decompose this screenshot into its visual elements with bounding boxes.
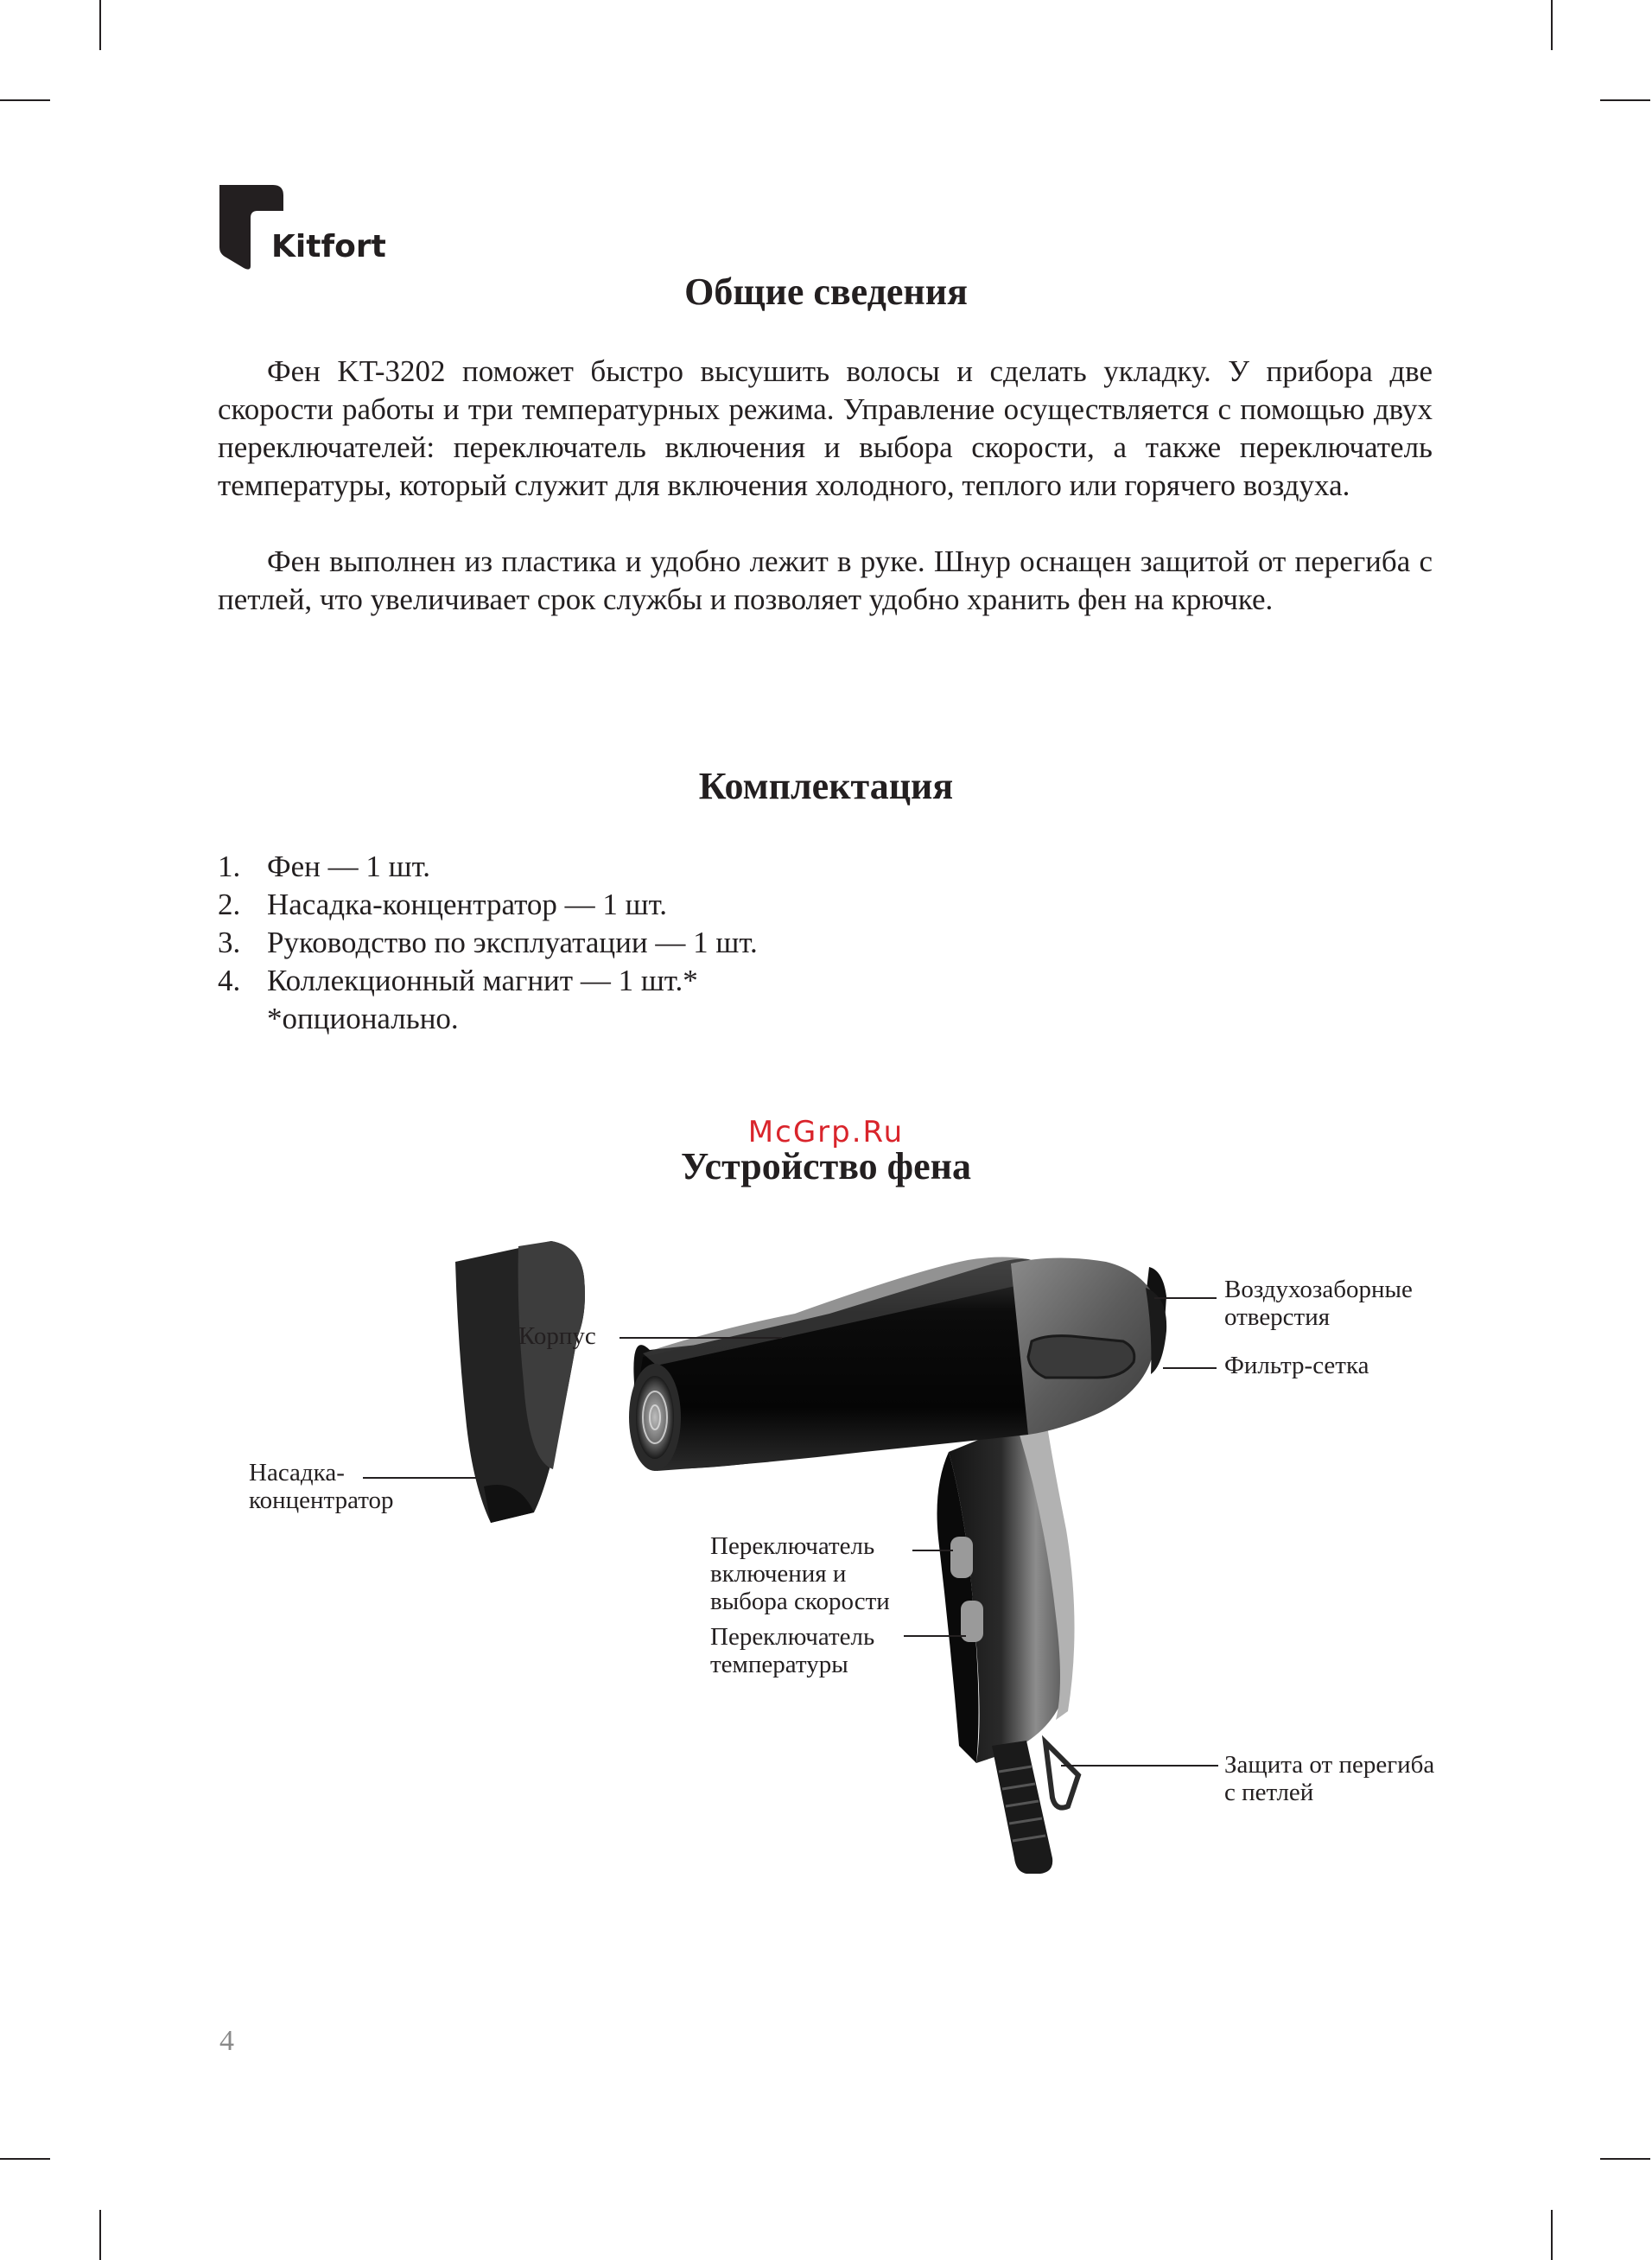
list-text: Фен — 1 шт. xyxy=(267,850,431,883)
section-title-package: Комплектация xyxy=(698,765,954,807)
label-temp-switch: температуры xyxy=(710,1651,848,1678)
page-number: 4 xyxy=(219,2025,234,2057)
section-title-general: Общие сведения xyxy=(684,271,968,313)
label-body: Корпус xyxy=(518,1322,596,1350)
list-text: Коллекционный магнит — 1 шт.* xyxy=(267,964,698,997)
label-filter: Фильтр-сетка xyxy=(1224,1352,1369,1379)
paragraph: Фен выполнен из пластика и удобно лежит в руке. Шнур оснащен защитой от перегиба с петлей, что увеличивает срок службы и позволяет удобно хранить фен на крючке. xyxy=(218,544,1433,616)
label-nozzle: Насадка- xyxy=(249,1459,345,1487)
label-air-intake: отверстия xyxy=(1224,1303,1331,1331)
paragraph: Фен KT-3202 поможет быстро высушить волосы и сделать укладку. У прибора две скорости работы и три температурных режима. Управление осуществляется с помощью двух переключателей: переключатель включения и выбора скорости, а также переключатель температуры, который служит для включения холодного, теплого или горячего воздуха. xyxy=(218,354,1433,502)
label-nozzle: концентратор xyxy=(249,1487,394,1514)
nozzle-concentrator xyxy=(455,1241,585,1523)
list-text: Насадка-концентратор — 1 шт. xyxy=(267,888,668,921)
dryer-handle xyxy=(937,1417,1075,1763)
section-title-device: Устройство фена xyxy=(681,1145,971,1187)
list-number: 2. xyxy=(218,888,241,921)
label-temp-switch: Переключатель xyxy=(710,1623,875,1651)
label-speed-switch: включения и xyxy=(710,1560,847,1588)
label-cord-guard: с петлей xyxy=(1224,1779,1314,1806)
footnote: *опционально. xyxy=(267,1002,459,1035)
dryer-body xyxy=(629,1257,1166,1471)
label-speed-switch: Переключатель xyxy=(710,1532,875,1560)
list-text: Руководство по эксплуатации — 1 шт. xyxy=(267,926,758,959)
label-speed-switch: выбора скорости xyxy=(710,1588,890,1615)
list-number: 4. xyxy=(218,964,241,997)
brand-name: Kitfort xyxy=(271,229,386,264)
cord-protector xyxy=(992,1741,1078,1874)
list-number: 1. xyxy=(218,850,241,883)
label-air-intake: Воздухозаборные xyxy=(1224,1276,1413,1303)
watermark: McGrp.Ru xyxy=(747,1115,905,1149)
label-cord-guard: Защита от перегиба xyxy=(1224,1751,1435,1779)
list-number: 3. xyxy=(218,926,241,959)
